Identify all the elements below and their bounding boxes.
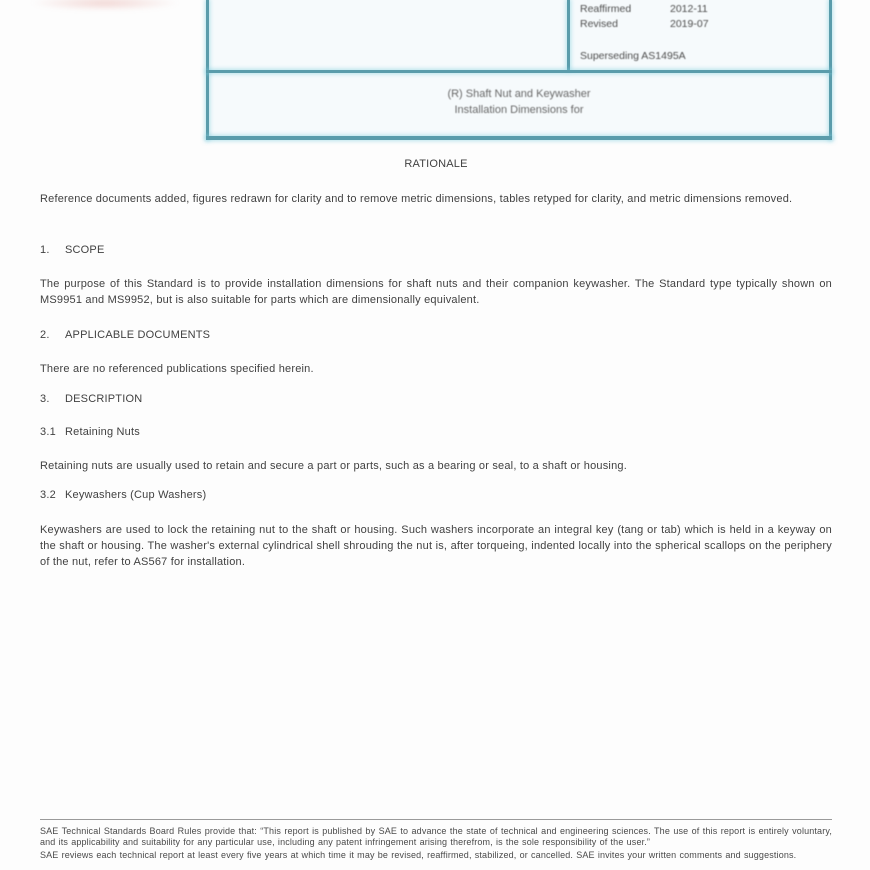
section-number: 3. [40,393,50,405]
section-title: Retaining Nuts [65,426,140,438]
section-title: APPLICABLE DOCUMENTS [65,329,211,341]
title-line-1: (R) Shaft Nut and Keywasher [447,88,591,100]
superseding-note: Superseding AS1495A [580,50,686,62]
section-heading-retaining-nuts [40,426,140,438]
revision-row-revised [580,17,825,32]
revised-label: Revised [580,18,618,30]
section-heading-keywashers [40,489,206,501]
section-title: Keywashers (Cup Washers) [65,489,207,501]
section-heading-scope [40,244,105,256]
applicable-documents-paragraph: There are no referenced publications specified herein. [40,363,314,375]
footer-notice-1: SAE Technical Standards Board Rules provide that: “This report is published by SAE to advance the state of technical and engineering sciences. The use of this report is entirely voluntary, and its applicability and suitability for any particular use, including any patent infringement arising therefrom, is the sole responsibility of the user.” [40,826,832,847]
rationale-heading: RATIONALE [404,158,468,170]
document-title [209,86,829,118]
section-number: 3.2 [40,489,56,501]
header-rule-middle [206,70,832,73]
section-number: 2. [40,329,50,341]
revision-row-reaffirmed [580,2,825,17]
reaffirmed-date: 2012-11 [670,3,708,15]
section-heading-description [40,393,142,405]
rationale-paragraph: Reference documents added, figures redrawn for clarity and to remove metric dimensions, tables retyped for clarity, and metric dimensions removed. [40,193,793,205]
reaffirmed-label: Reaffirmed [580,3,632,15]
footer-divider [40,819,832,820]
retaining-nuts-paragraph: Retaining nuts are usually used to retain and secure a part or parts, such as a bearing or seal, to a shaft or housing. [40,460,627,472]
section-title: DESCRIPTION [65,393,143,405]
sae-logo-remnant [30,0,180,11]
title-line-2: Installation Dimensions for [454,104,584,116]
section-number: 1. [40,244,50,256]
section-title: SCOPE [65,244,105,256]
header-cell-divider [567,0,570,70]
footer-notice-2: SAE reviews each technical report at least every five years at which time it may be revised, reaffirmed, stabilized, or cancelled. SAE invites your written comments and suggestions. [40,850,797,860]
section-heading-applicable-documents [40,329,210,341]
revised-date: 2019-07 [670,18,709,30]
section-number: 3.1 [40,426,56,438]
scope-paragraph: The purpose of this Standard is to provide installation dimensions for shaft nuts and their companion keywasher. The Standard type typically shown on MS9951 and MS9952, but is also suitable for parts which are dimensionally equivalent. [40,278,832,306]
revision-table [580,2,825,32]
keywashers-paragraph: Keywashers are used to lock the retaining nut to the shaft or housing. Such washers incorporate an integral key (tang or tab) which is held in a keyway on the shaft or housing. The washer's external cylindrical shell shrouding the nut is, after torqueing, indented locally into the spherical scallops on the periphery of the nut, refer to AS567 for installation. [40,524,832,568]
header-rule-bottom [206,136,832,140]
